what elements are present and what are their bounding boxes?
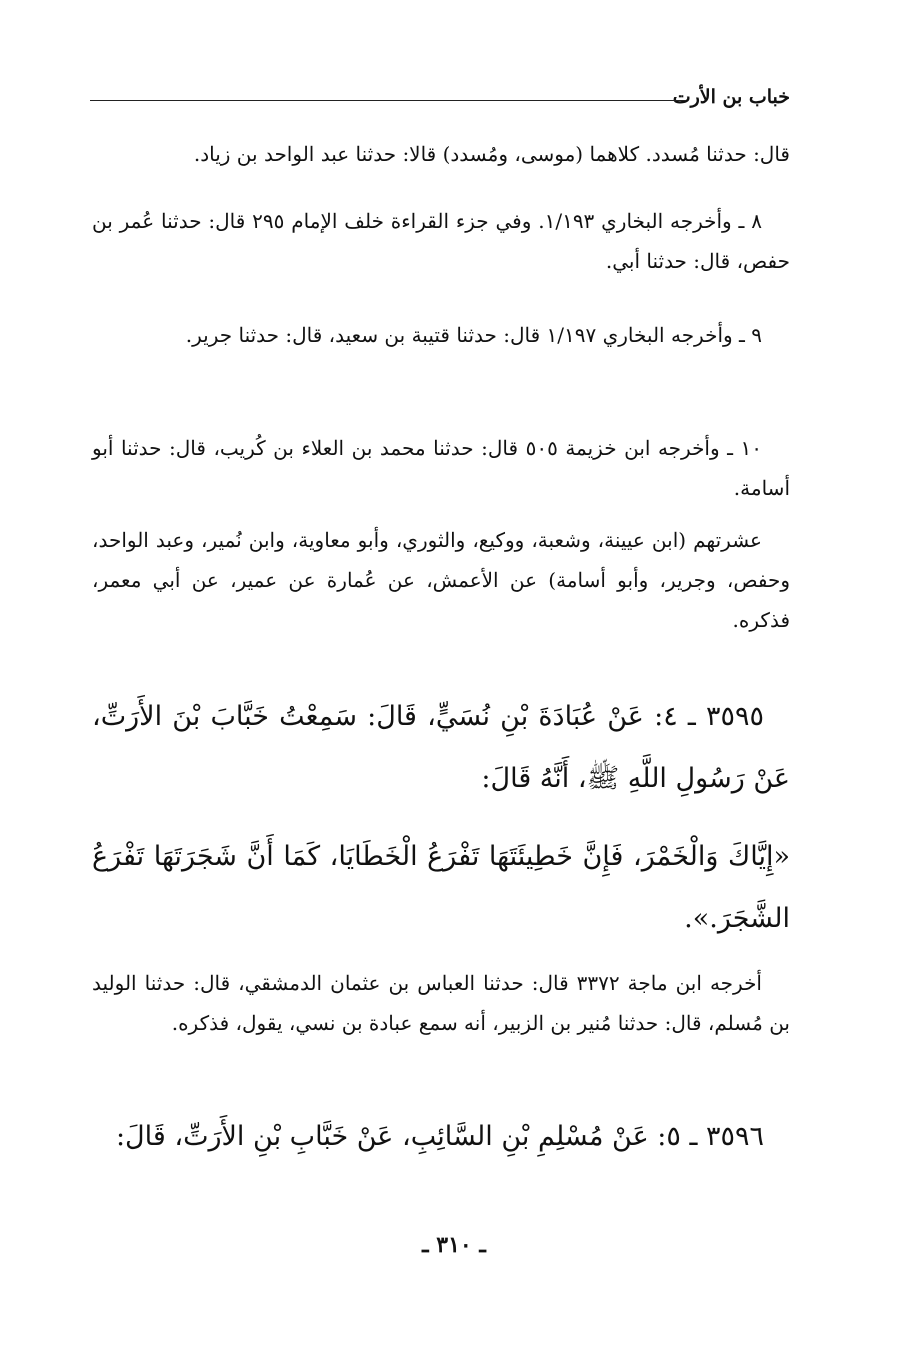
page-number: ـ ٣١٠ ـ (422, 1232, 486, 1258)
running-title: خباب بن الأرت (672, 86, 790, 108)
footnote-summary (92, 520, 790, 640)
footnote-8-text: ٨ ـ وأخرجه البخاري ١/١٩٣. وفي جزء القراءة خلف الإمام ٢٩٥ قال: حدثنا عُمر بن حفص، قال: حدثنا أبي. (92, 209, 790, 273)
hadith-3595-isnad (92, 686, 790, 810)
hadith-3596-isnad-text: ٣٥٩٦ ـ ٥: عَنْ مُسْلِمِ بْنِ السَّائِبِ، عَنْ خَبَّابِ بْنِ الأَرَتِّ، قَالَ: (115, 1121, 764, 1152)
footnote-10-text: ١٠ ـ وأخرجه ابن خزيمة ٥٠٥ قال: حدثنا محمد بن العلاء بن كُريب، قال: حدثنا أبو أسامة. (92, 436, 790, 500)
footnote-9-text: ٩ ـ وأخرجه البخاري ١/١٩٧ قال: حدثنا قتيبة بن سعيد، قال: حدثنا جرير. (185, 323, 762, 347)
footnote-continuation: قال: حدثنا مُسدد. كلاهما (موسى، ومُسدد) قالا: حدثنا عبد الواحد بن زياد. (193, 142, 790, 166)
footnote-8 (92, 201, 790, 281)
running-header (90, 86, 790, 116)
hadith-3595-isnad-text: ٣٥٩٥ ـ ٤: عَنْ عُبَادَةَ بْنِ نُسَيٍّ، قَالَ: سَمِعْتُ خَبَّابَ بْنَ الأَرَتِّ، عَنْ رَسُولِ اللَّهِ ﷺ، أَنَّهُ قَالَ: (92, 701, 790, 794)
hadith-3596-isnad (92, 1106, 790, 1168)
footnote-summary-text: عشرتهم (ابن عيينة، وشعبة، ووكيع، والثوري، وأبو معاوية، وابن نُمير، وعبد الواحد، وحفص، وجرير، وأبو أسامة) عن الأعمش، عن عُمارة عن عمير، عن أبي معمر، فذكره. (92, 528, 790, 632)
header-rule (90, 100, 686, 101)
footnote-9 (92, 315, 790, 355)
footnote-10 (92, 428, 790, 508)
takhrij-3595-text: أخرجه ابن ماجة ٣٣٧٢ قال: حدثنا العباس بن عثمان الدمشقي، قال: حدثنا الوليد بن مُسلم، قال: حدثنا مُنير بن الزبير، أنه سمع عبادة بن نسي، يقول، فذكره. (92, 971, 790, 1035)
hadith-3595-matn: «إِيَّاكَ وَالْخَمْرَ، فَإِنَّ خَطِيئَتَهَا تَفْرَعُ الْخَطَايَا، كَمَا أَنَّ شَجَرَتَهَا تَفْرَعُ الشَّجَرَ.». (92, 841, 790, 934)
takhrij-3595 (92, 963, 790, 1043)
